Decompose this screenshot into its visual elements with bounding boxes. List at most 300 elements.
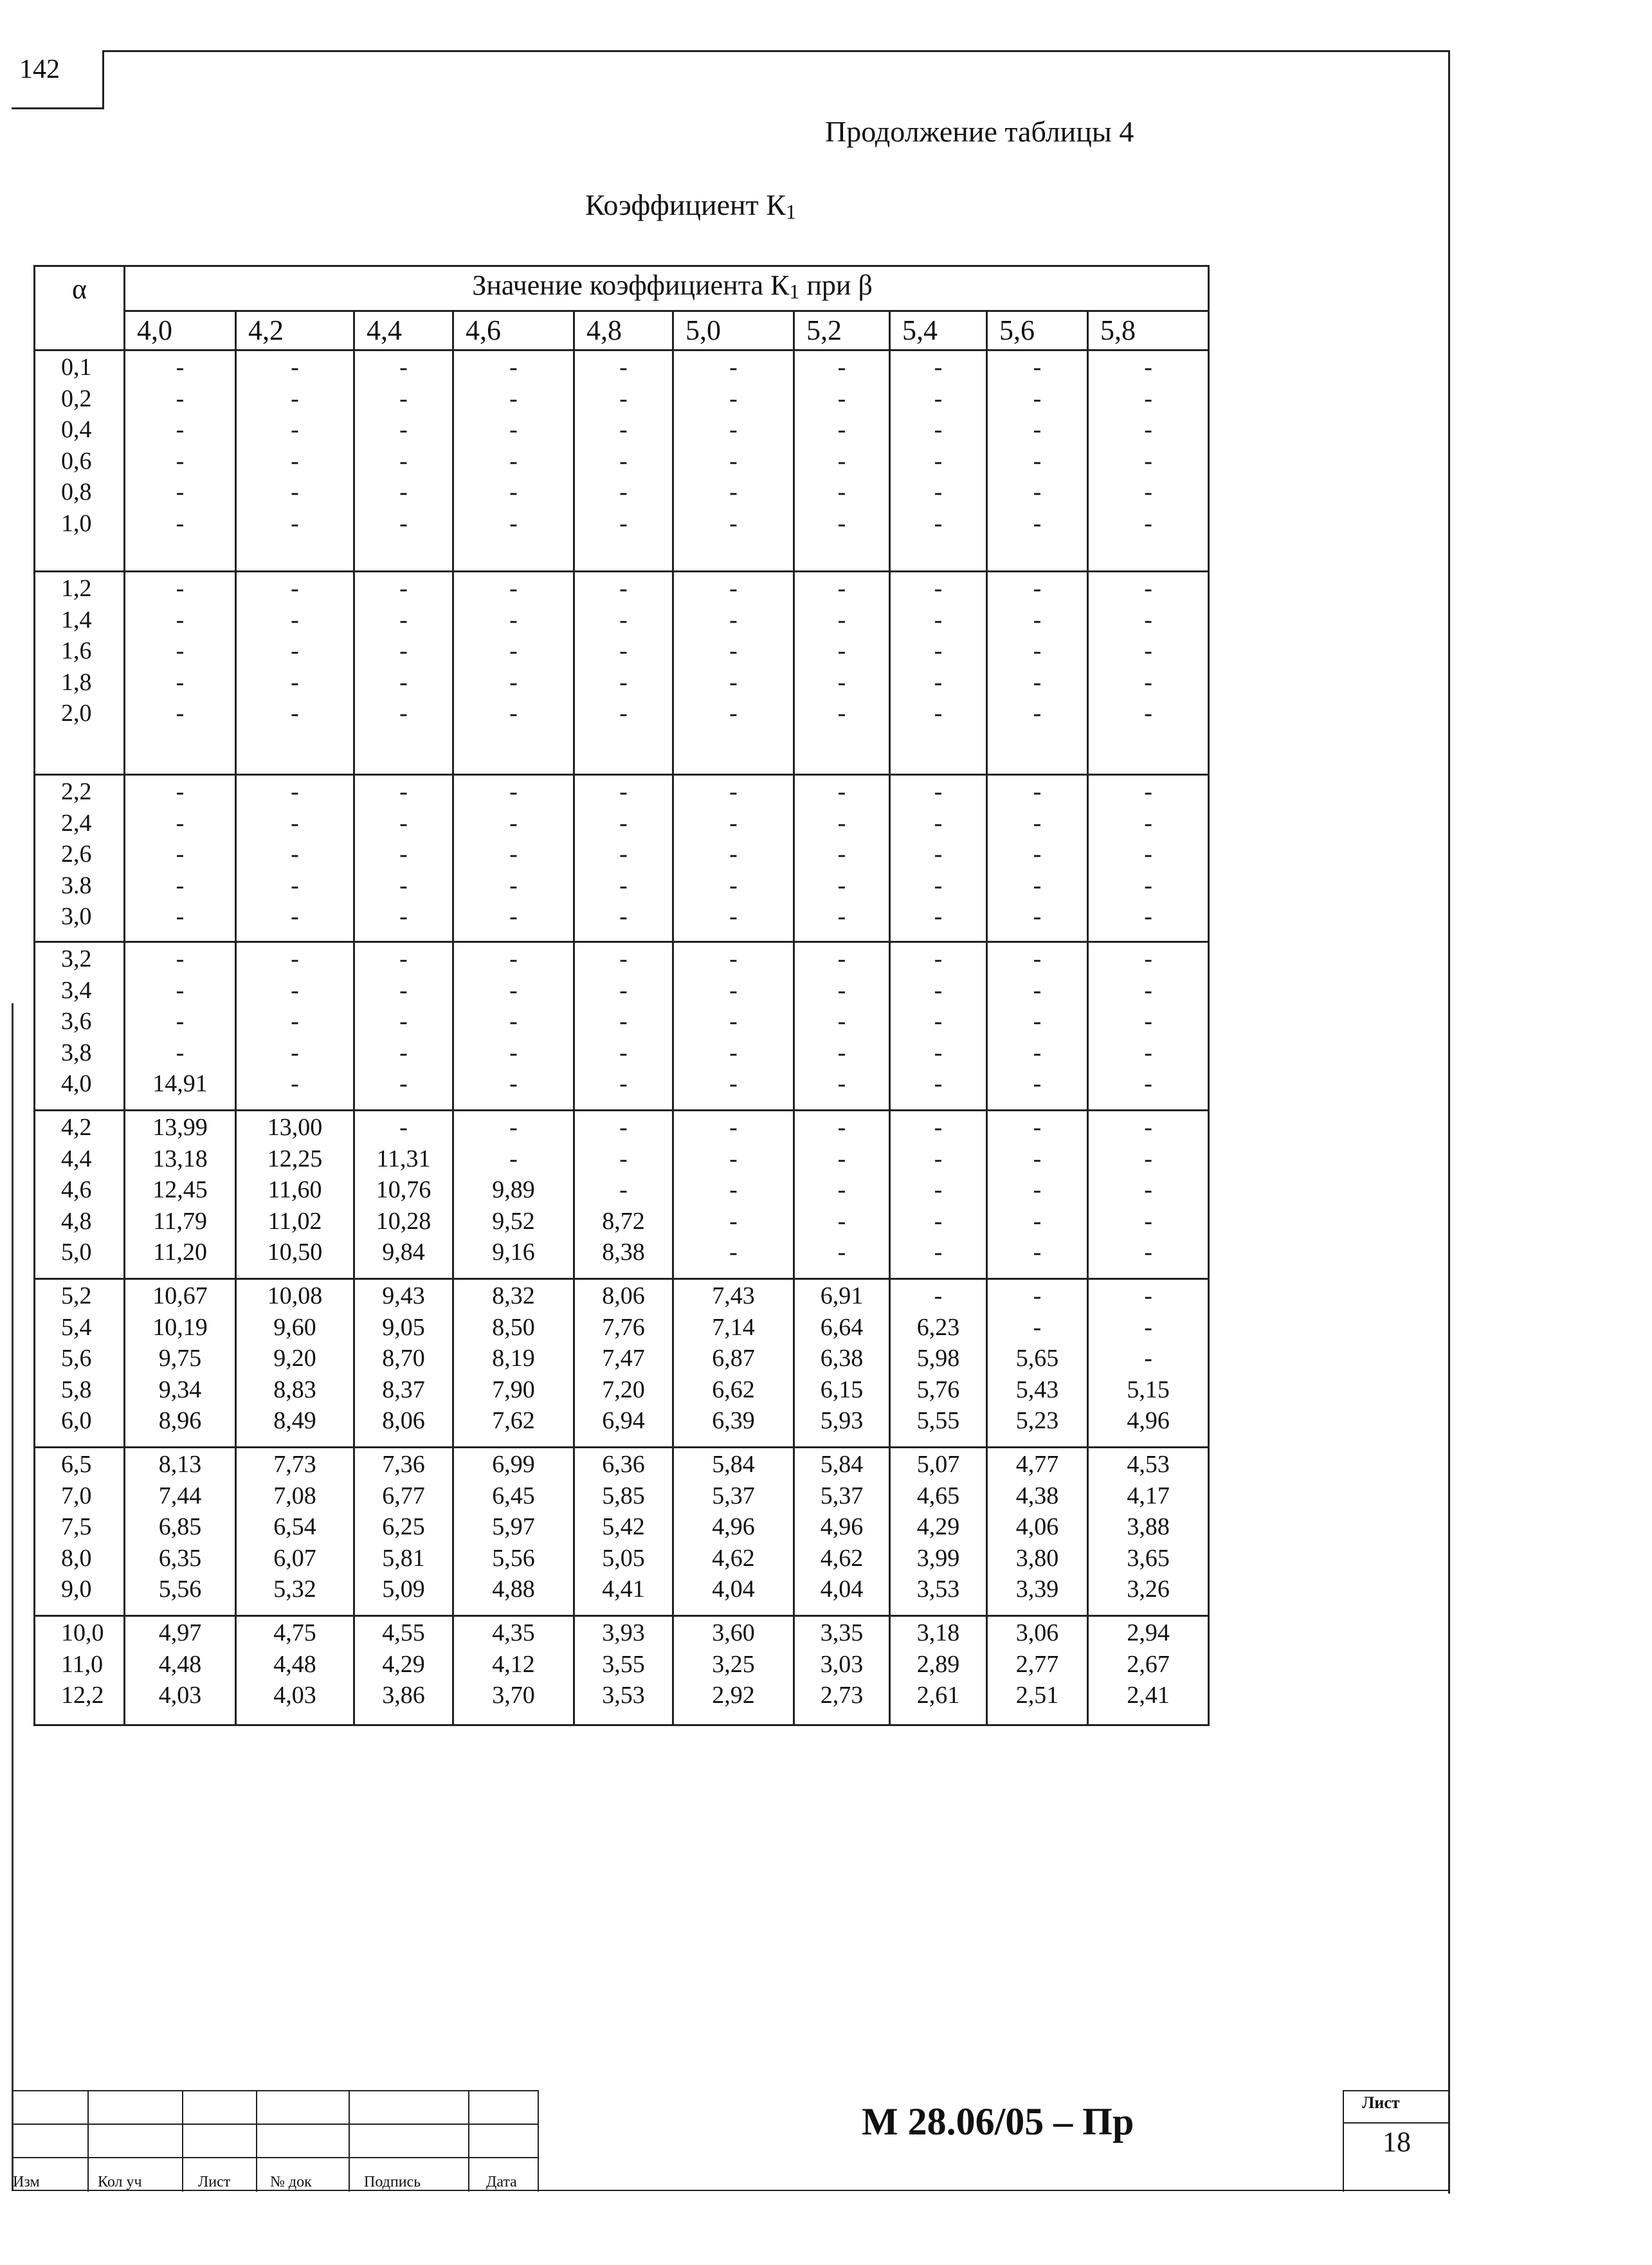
alpha-value: 6,0	[61, 1407, 92, 1434]
k1-value: 4,03	[158, 1682, 202, 1709]
k1-value: -	[619, 478, 628, 505]
k1-value: -	[399, 809, 408, 837]
k1-value: 5,37	[820, 1482, 864, 1509]
k1-value: -	[729, 903, 738, 930]
k1-value: 6,45	[492, 1482, 535, 1509]
k1-value: -	[1144, 1176, 1152, 1203]
k1-value: 8,96	[158, 1407, 202, 1434]
k1-value: -	[1144, 1313, 1152, 1341]
k1-value: 2,77	[1015, 1650, 1059, 1678]
alpha-value: 0,1	[61, 354, 92, 381]
k1-value: -	[934, 606, 943, 633]
table-row-group	[35, 1616, 1209, 1725]
k1-value: -	[934, 509, 943, 537]
value-cell	[125, 775, 236, 942]
k1-value: 7,43	[712, 1282, 755, 1309]
alpha-value: 5,2	[61, 1282, 92, 1309]
k1-value: -	[619, 1176, 628, 1203]
alpha-header: α	[35, 266, 125, 350]
k1-value: 5,81	[382, 1544, 425, 1572]
k1-value: 7,44	[158, 1482, 202, 1509]
k1-value: 13,00	[267, 1114, 323, 1141]
alpha-cell	[35, 572, 125, 775]
alpha-value: 3,4	[61, 976, 92, 1004]
k1-value: -	[176, 416, 185, 443]
k1-value: -	[176, 509, 185, 537]
k1-value: -	[291, 416, 299, 443]
k1-value: -	[619, 903, 628, 930]
k1-value: -	[509, 809, 518, 837]
value-cell	[236, 1616, 354, 1725]
k1-value: 8,72	[602, 1207, 645, 1235]
value-cell	[236, 1279, 354, 1448]
alpha-value: 1,8	[61, 668, 92, 696]
k1-value: 5,55	[916, 1407, 960, 1434]
stamp-line	[1343, 2122, 1448, 2124]
k1-value: 3,06	[1015, 1619, 1059, 1646]
k1-value: -	[1033, 637, 1042, 664]
value-cell	[574, 1448, 673, 1616]
k1-value: -	[837, 778, 846, 805]
k1-value: -	[1144, 841, 1152, 868]
value-cell	[987, 1616, 1088, 1725]
k1-value: 3,25	[712, 1650, 755, 1678]
k1-value: -	[176, 447, 185, 475]
k1-value: -	[729, 945, 738, 972]
alpha-value: 1,0	[61, 509, 92, 537]
k1-value: 8,70	[382, 1345, 425, 1372]
k1-value: 3,65	[1127, 1544, 1170, 1572]
k1-value: 6,07	[273, 1544, 316, 1572]
alpha-value: 0,4	[61, 416, 92, 443]
sheet-number: 18	[1383, 2126, 1411, 2158]
k1-value: 5,23	[1015, 1407, 1059, 1434]
k1-value: -	[837, 1145, 846, 1172]
k1-value: -	[176, 700, 185, 727]
k1-value: 3,39	[1015, 1576, 1059, 1603]
k1-value: -	[1144, 509, 1152, 537]
alpha-value: 1,4	[61, 606, 92, 633]
k1-value: 5,56	[158, 1576, 202, 1603]
value-cell	[354, 350, 453, 572]
k1-value: -	[934, 1176, 943, 1203]
k1-value: -	[934, 637, 943, 664]
k1-value: -	[837, 903, 846, 930]
table-row-group	[35, 350, 1209, 572]
alpha-value: 3.8	[61, 871, 92, 899]
k1-value: 9,60	[273, 1313, 316, 1341]
k1-value: -	[509, 1039, 518, 1066]
k1-value: -	[729, 1114, 738, 1141]
stamp-label-signature: Подпись	[364, 2174, 421, 2190]
k1-value: -	[291, 1070, 299, 1097]
value-cell	[354, 572, 453, 775]
alpha-value: 0,6	[61, 447, 92, 475]
k1-value: -	[1033, 841, 1042, 868]
span-header-tail: при β	[799, 269, 873, 301]
k1-value: -	[729, 700, 738, 727]
k1-value: -	[729, 354, 738, 381]
k1-value: 3,88	[1127, 1513, 1170, 1540]
k1-value: -	[399, 637, 408, 664]
k1-value: -	[729, 1008, 738, 1035]
k1-value: -	[291, 509, 299, 537]
k1-value: 4,03	[273, 1682, 316, 1709]
k1-value: -	[934, 1008, 943, 1035]
k1-value: 6,64	[820, 1313, 864, 1341]
alpha-cell	[35, 775, 125, 942]
k1-value: -	[619, 1008, 628, 1035]
k1-value: -	[509, 700, 518, 727]
k1-value: -	[1144, 447, 1152, 475]
k1-value: -	[619, 778, 628, 805]
k1-value: 3,03	[820, 1650, 864, 1678]
k1-value: -	[729, 778, 738, 805]
span-header-subscript: 1	[789, 280, 800, 303]
k1-value: -	[729, 1145, 738, 1172]
k1-value: -	[837, 416, 846, 443]
value-cell	[574, 1111, 673, 1279]
value-cell	[354, 1448, 453, 1616]
value-cell	[987, 942, 1088, 1111]
k1-value: -	[399, 354, 408, 381]
k1-value: 8,32	[492, 1282, 535, 1309]
k1-value: 4,35	[492, 1619, 535, 1646]
k1-value: 5,42	[602, 1513, 645, 1540]
k1-value: -	[1144, 1114, 1152, 1141]
k1-value: -	[291, 778, 299, 805]
k1-value: 10,28	[376, 1207, 431, 1235]
k1-value: 5,09	[382, 1576, 425, 1603]
k1-value: -	[291, 945, 299, 972]
k1-value: -	[934, 354, 943, 381]
k1-value: -	[291, 1008, 299, 1035]
stamp-label-sheet: Лист	[198, 2174, 231, 2190]
alpha-cell	[35, 1111, 125, 1279]
k1-value: 14,91	[152, 1070, 208, 1097]
k1-value: -	[176, 778, 185, 805]
k1-value: 11,31	[376, 1145, 431, 1172]
k1-value: 2,51	[1015, 1682, 1059, 1709]
table-title	[585, 188, 796, 224]
stamp-label-count: Кол уч	[98, 2174, 142, 2190]
k1-value: 7,47	[602, 1345, 645, 1372]
k1-value: -	[1144, 668, 1152, 696]
k1-value: -	[399, 385, 408, 412]
value-cell	[574, 775, 673, 942]
k1-value: -	[399, 606, 408, 633]
k1-value: -	[1033, 1239, 1042, 1266]
k1-value: -	[1144, 606, 1152, 633]
k1-value: 7,73	[273, 1451, 316, 1478]
k1-value: -	[934, 668, 943, 696]
k1-value: -	[509, 841, 518, 868]
k1-value: -	[1033, 1114, 1042, 1141]
value-cell	[673, 1448, 794, 1616]
value-cell	[453, 942, 574, 1111]
value-cell	[125, 1448, 236, 1616]
k1-value: -	[1033, 1207, 1042, 1235]
value-cell	[574, 572, 673, 775]
k1-value: -	[399, 945, 408, 972]
k1-value: 4,77	[1015, 1451, 1059, 1478]
stamp-label-date: Дата	[486, 2174, 517, 2190]
k1-value: 13,99	[152, 1114, 208, 1141]
value-cell	[987, 775, 1088, 942]
k1-value: 4,29	[382, 1650, 425, 1678]
value-cell	[574, 1279, 673, 1448]
k1-value: -	[509, 478, 518, 505]
value-cell	[453, 1279, 574, 1448]
k1-value: 2,94	[1127, 1619, 1170, 1646]
k1-value: -	[934, 1207, 943, 1235]
value-cell	[125, 350, 236, 572]
value-cell	[987, 1279, 1088, 1448]
k1-value: 6,99	[492, 1451, 535, 1478]
value-cell	[354, 942, 453, 1111]
k1-value: -	[509, 668, 518, 696]
table-row-group	[35, 572, 1209, 775]
k1-value: 5,76	[916, 1376, 960, 1403]
k1-value: -	[1144, 809, 1152, 837]
page-number: 142	[12, 50, 104, 109]
alpha-value: 7,5	[61, 1513, 92, 1540]
alpha-value: 3,2	[61, 945, 92, 972]
k1-value: -	[1033, 416, 1042, 443]
value-cell	[673, 1111, 794, 1279]
k1-value: -	[837, 809, 846, 837]
value-cell	[574, 1616, 673, 1725]
k1-value: 4,53	[1127, 1451, 1170, 1478]
k1-value: -	[291, 637, 299, 664]
k1-value: -	[729, 1239, 738, 1266]
value-cell	[673, 942, 794, 1111]
k1-value: 6,87	[712, 1345, 755, 1372]
k1-value: 6,36	[602, 1451, 645, 1478]
value-cell	[125, 942, 236, 1111]
k1-value: -	[837, 1239, 846, 1266]
k1-value: 6,39	[712, 1407, 755, 1434]
value-cell	[890, 572, 987, 775]
k1-value: 4,62	[820, 1544, 864, 1572]
k1-value: -	[1033, 976, 1042, 1004]
value-cell	[236, 942, 354, 1111]
k1-value: -	[837, 1114, 846, 1141]
table-title-subscript: 1	[785, 200, 796, 223]
k1-value: -	[399, 841, 408, 868]
k1-value: -	[399, 1008, 408, 1035]
k1-value: -	[1033, 809, 1042, 837]
stamp-line	[349, 2090, 350, 2192]
k1-value: 6,62	[712, 1376, 755, 1403]
alpha-value: 5,0	[61, 1239, 92, 1266]
k1-value: -	[1033, 871, 1042, 899]
value-cell	[453, 1448, 574, 1616]
beta-span-header	[125, 266, 1209, 311]
k1-value: 4,17	[1127, 1482, 1170, 1509]
k1-value: 4,96	[712, 1513, 755, 1540]
stamp-line	[182, 2090, 183, 2192]
value-cell	[673, 572, 794, 775]
coefficient-table	[33, 265, 1210, 1726]
k1-value: 4,48	[158, 1650, 202, 1678]
k1-value: 9,89	[492, 1176, 535, 1203]
stamp-line	[12, 2157, 538, 2158]
k1-value: 9,05	[382, 1313, 425, 1341]
title-block	[12, 2090, 1448, 2192]
k1-value: 4,04	[820, 1576, 864, 1603]
k1-value: 3,53	[602, 1682, 645, 1709]
k1-value: -	[619, 575, 628, 602]
k1-value: -	[1033, 575, 1042, 602]
k1-value: -	[1033, 1313, 1042, 1341]
k1-value: -	[619, 1070, 628, 1097]
stamp-line	[1343, 2090, 1344, 2192]
k1-value: -	[729, 1207, 738, 1235]
beta-header-row	[35, 311, 1209, 350]
k1-value: -	[509, 385, 518, 412]
alpha-value: 5,4	[61, 1313, 92, 1341]
alpha-cell	[35, 1448, 125, 1616]
k1-value: -	[934, 871, 943, 899]
value-cell	[987, 1448, 1088, 1616]
k1-value: -	[729, 871, 738, 899]
value-cell	[1088, 350, 1209, 572]
k1-value: -	[399, 668, 408, 696]
alpha-value: 0,2	[61, 385, 92, 412]
k1-value: 6,38	[820, 1345, 864, 1372]
k1-value: 5,84	[820, 1451, 864, 1478]
k1-value: -	[1033, 606, 1042, 633]
value-cell	[794, 350, 890, 572]
table-continuation-caption: Продолжение таблицы 4	[825, 115, 1134, 148]
k1-value: 4,97	[158, 1619, 202, 1646]
alpha-value: 1,2	[61, 575, 92, 602]
k1-value: -	[399, 509, 408, 537]
k1-value: 11,79	[152, 1207, 208, 1235]
k1-value: -	[619, 447, 628, 475]
k1-value: -	[729, 809, 738, 837]
k1-value: -	[619, 509, 628, 537]
k1-value: -	[176, 575, 185, 602]
k1-value: -	[176, 385, 185, 412]
k1-value: -	[837, 841, 846, 868]
k1-value: -	[729, 841, 738, 868]
k1-value: -	[1144, 1145, 1152, 1172]
k1-value: -	[509, 1114, 518, 1141]
value-cell	[794, 1616, 890, 1725]
stamp-line	[12, 2090, 538, 2091]
alpha-value: 3,6	[61, 1008, 92, 1035]
k1-value: 5,56	[492, 1544, 535, 1572]
k1-value: -	[729, 1176, 738, 1203]
k1-value: 6,85	[158, 1513, 202, 1540]
k1-value: -	[176, 841, 185, 868]
k1-value: 8,49	[273, 1407, 316, 1434]
k1-value: 4,88	[492, 1576, 535, 1603]
stamp-line	[1343, 2090, 1448, 2091]
k1-value: -	[176, 606, 185, 633]
k1-value: -	[729, 447, 738, 475]
k1-value: -	[1144, 1008, 1152, 1035]
value-cell	[1088, 1616, 1209, 1725]
k1-value: -	[1033, 385, 1042, 412]
alpha-cell	[35, 1279, 125, 1448]
k1-value: -	[619, 841, 628, 868]
k1-value: -	[509, 871, 518, 899]
value-cell	[125, 572, 236, 775]
table-row-group	[35, 775, 1209, 942]
alpha-value: 4,4	[61, 1145, 92, 1172]
value-cell	[354, 1279, 453, 1448]
k1-value: -	[176, 478, 185, 505]
k1-value: -	[1033, 945, 1042, 972]
k1-value: -	[176, 668, 185, 696]
value-cell	[354, 775, 453, 942]
k1-value: 11,02	[268, 1207, 322, 1235]
k1-value: -	[1144, 700, 1152, 727]
alpha-value: 4,2	[61, 1114, 92, 1141]
k1-value: -	[176, 1008, 185, 1035]
k1-value: -	[837, 1070, 846, 1097]
k1-value: -	[1144, 976, 1152, 1004]
k1-value: -	[934, 700, 943, 727]
beta-header-cell: 4,6	[453, 311, 574, 350]
value-cell	[1088, 1111, 1209, 1279]
stamp-line	[256, 2090, 257, 2192]
value-cell	[794, 942, 890, 1111]
stamp-line	[538, 2090, 539, 2192]
k1-value: 6,54	[273, 1513, 316, 1540]
sheet-label: Лист	[1362, 2093, 1400, 2112]
k1-value: 10,08	[267, 1282, 323, 1309]
k1-value: 6,91	[820, 1282, 864, 1309]
k1-value: -	[837, 447, 846, 475]
document-code: М 28.06/05 – Пр	[862, 2100, 1134, 2143]
value-cell	[1088, 1279, 1209, 1448]
k1-value: -	[399, 778, 408, 805]
k1-value: -	[837, 1176, 846, 1203]
k1-value: -	[837, 478, 846, 505]
k1-value: 4,65	[916, 1482, 960, 1509]
value-cell	[125, 1279, 236, 1448]
k1-value: 6,94	[602, 1407, 645, 1434]
k1-value: -	[837, 976, 846, 1004]
k1-value: 4,06	[1015, 1513, 1059, 1540]
value-cell	[987, 350, 1088, 572]
k1-value: -	[934, 841, 943, 868]
k1-value: 13,18	[152, 1145, 208, 1172]
k1-value: -	[934, 447, 943, 475]
table-row-group	[35, 1111, 1209, 1279]
k1-value: -	[934, 1070, 943, 1097]
k1-value: 8,19	[492, 1345, 535, 1372]
alpha-value: 3,0	[61, 903, 92, 930]
value-cell	[890, 1448, 987, 1616]
k1-value: -	[399, 976, 408, 1004]
k1-value: 3,18	[916, 1619, 960, 1646]
k1-value: 8,06	[602, 1282, 645, 1309]
k1-value: 6,77	[382, 1482, 425, 1509]
k1-value: 4,29	[916, 1513, 960, 1540]
alpha-cell	[35, 350, 125, 572]
k1-value: -	[837, 700, 846, 727]
value-cell	[453, 1616, 574, 1725]
value-cell	[890, 942, 987, 1111]
beta-header-cell: 5,8	[1088, 311, 1209, 350]
k1-value: -	[619, 385, 628, 412]
k1-value: 3,93	[602, 1619, 645, 1646]
